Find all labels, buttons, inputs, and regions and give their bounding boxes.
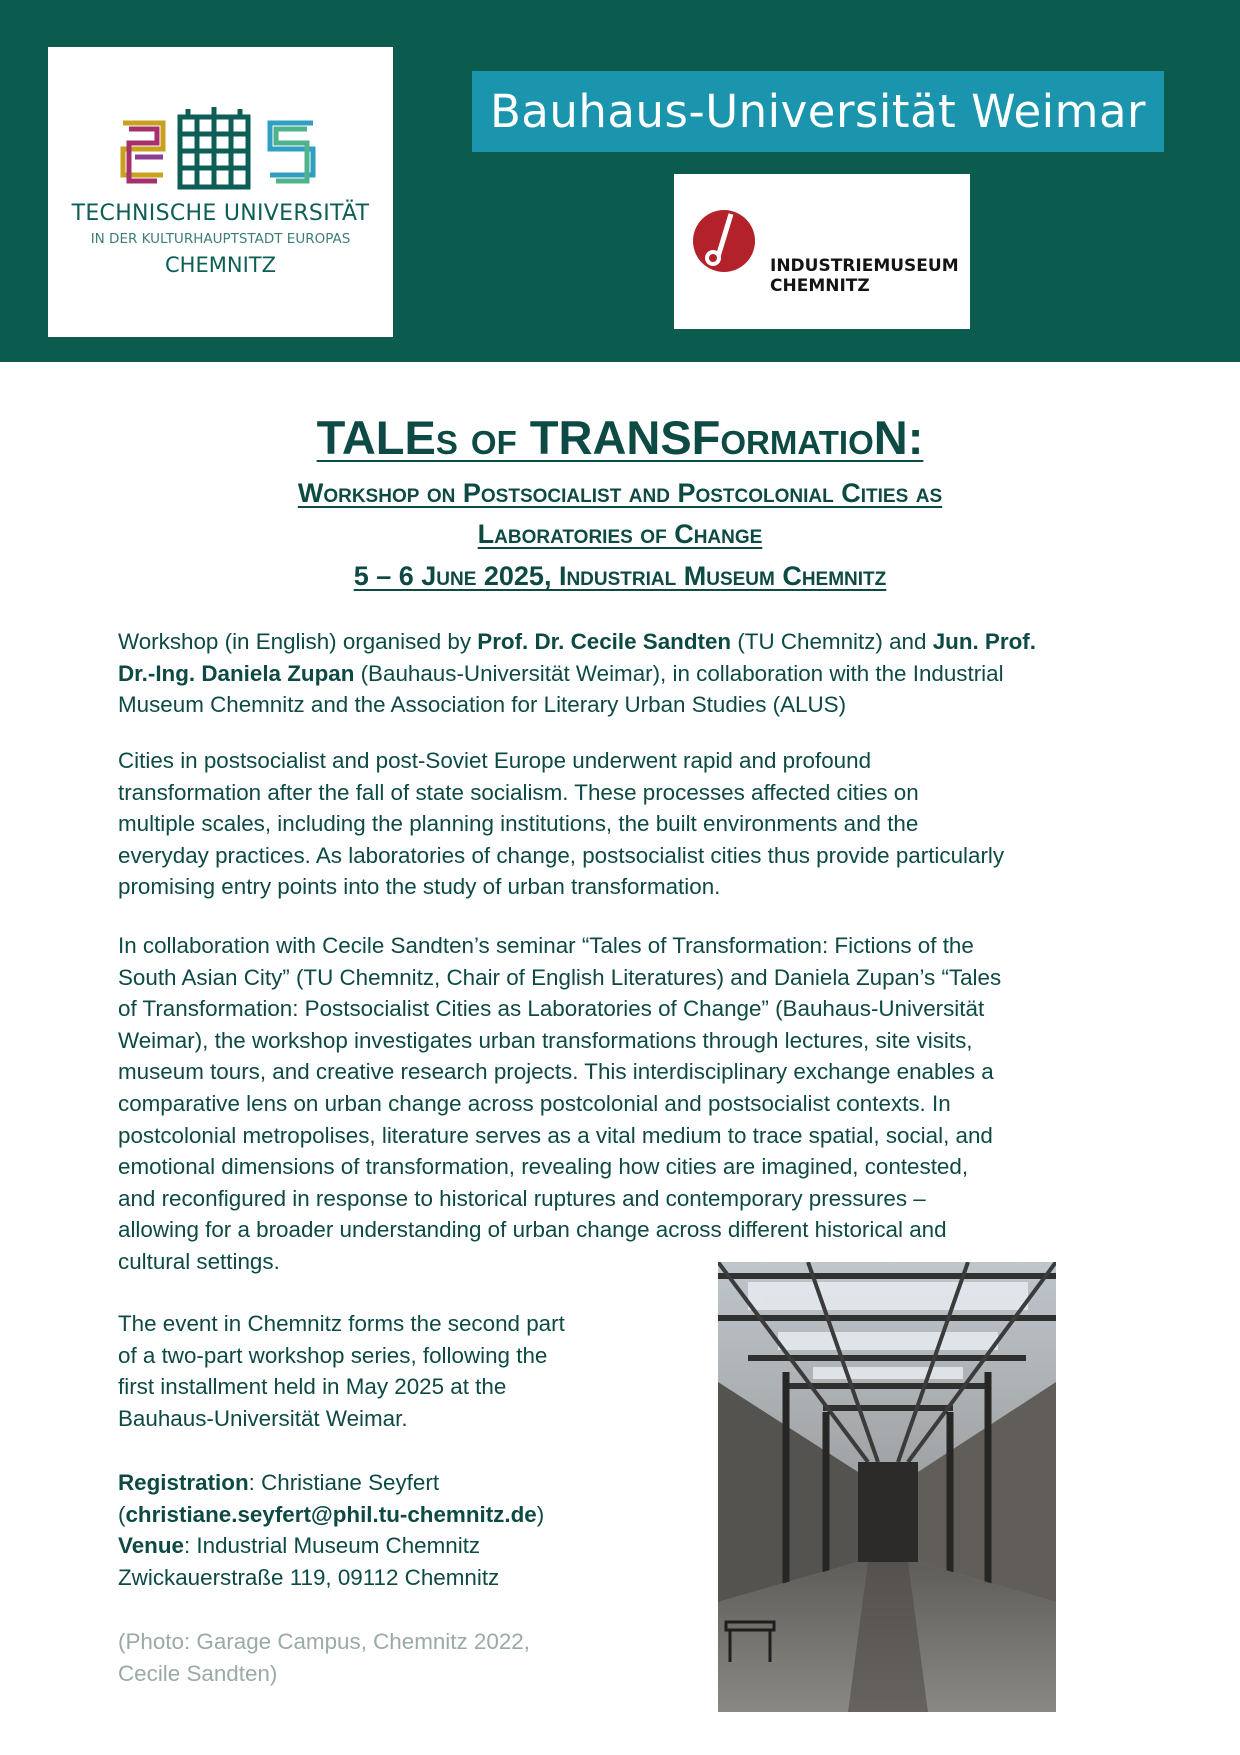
organiser-zupan: Dr.-Ing. Daniela Zupan (118, 660, 355, 686)
text-line: Weimar), the workshop investigates urban transformations through lectures, site visits, (118, 1027, 973, 1053)
museum-name-line1: INDUSTRIEMUSEUM (770, 256, 959, 276)
text-line: In collaboration with Cecile Sandten’s seminar “Tales of Transformation: Fictions of the (118, 933, 974, 958)
text-line: promising entry points into the study of urban transformation. (118, 874, 721, 900)
text-line: of a two-part workshop series, following the (118, 1342, 548, 1368)
paragraph-workshop-series (118, 1308, 678, 1434)
registration-email-link[interactable]: christiane.seyfert@phil.tu-chemnitz.de (125, 1501, 537, 1527)
paren: ( (118, 1501, 126, 1527)
organiser-zupan-title: Jun. Prof. (932, 629, 1036, 654)
paragraph-postsocialist-cities (118, 745, 1118, 903)
intro-line1 (118, 626, 1118, 658)
tu-name-line2: IN DER KULTURHAUPTSTADT EUROPAS (90, 231, 351, 247)
text-line: multiple scales, including the planning institutions, the built environments and the (118, 811, 919, 837)
industrial-hall-photo (718, 1262, 1056, 1712)
tu-name-line1: TECHNISCHE UNIVERSITÄT (71, 201, 370, 226)
date-location-line: 5 – 6 June 2025, Industrial Museum Chemnitz (353, 561, 887, 591)
registration-label: Registration (118, 1470, 249, 1495)
text-line: South Asian City” (TU Chemnitz, Chair of English Literatures) and Daniela Zupan’s “Tales (118, 964, 1002, 990)
venue-label: Venue (118, 1533, 184, 1559)
intro-text: Workshop (in English) organised by (118, 629, 478, 654)
text-line: emotional dimensions of transformation, revealing how cities are imagined, contested, (118, 1154, 969, 1180)
photo-credit (118, 1626, 678, 1689)
credit-line: Cecile Sandten) (118, 1660, 278, 1686)
text-line: The event in Chemnitz forms the second part (118, 1311, 565, 1336)
tu-chemnitz-logo (48, 47, 393, 337)
intro-line2 (118, 658, 1118, 690)
text-line: everyday practices. As laboratories of change, postsocialist cities thus provide particularly (118, 842, 1005, 868)
text-line: Cities in postsocialist and post-Soviet Europe underwent rapid and profound (118, 748, 872, 773)
subtitle-line1: Workshop on Postsocialist and Postcolonial Cities as (297, 478, 943, 508)
industriemuseum-logo (674, 174, 970, 329)
text-line: Bauhaus-Universität Weimar. (118, 1405, 408, 1431)
venue-name: : Industrial Museum Chemnitz (183, 1533, 481, 1559)
text-line: and reconfigured in response to historical ruptures and contemporary pressures – (118, 1185, 926, 1211)
intro-text: (TU Chemnitz) and (731, 629, 933, 654)
subtitle-line2: Laboratories of Change (477, 519, 763, 549)
intro-text: (Bauhaus-Universität Weimar), in collaboration with the Industrial (354, 660, 1004, 686)
museum-name-line2: CHEMNITZ (770, 276, 870, 296)
text-line: cultural settings. (118, 1248, 280, 1274)
registration-line (118, 1467, 678, 1499)
text-line: comparative lens on urban change across postcolonial and postsocialist contexts. In (118, 1090, 951, 1116)
intro-paragraph (118, 626, 1118, 721)
museum-name (770, 256, 959, 296)
paren: ) (536, 1501, 545, 1527)
text-line: museum tours, and creative research projects. This interdisciplinary exchange enables a (118, 1059, 994, 1085)
credit-line: (Photo: Garage Campus, Chemnitz 2022, (118, 1629, 530, 1654)
text-line: of Transformation: Postsocialist Cities as Laboratories of Change” (Bauhaus-Universität (118, 996, 985, 1022)
organiser-sandten: Prof. Dr. Cecile Sandten (477, 629, 732, 654)
museum-emblem-icon (691, 208, 761, 278)
venue-address: Zwickauerstraße 119, 09112 Chemnitz (118, 1564, 500, 1590)
bauhaus-university-banner: Bauhaus-Universität Weimar (472, 71, 1164, 152)
header-bar (0, 0, 1240, 362)
email-line (118, 1499, 678, 1531)
paragraph-collaboration (118, 930, 1118, 1278)
tu-2025-emblem-icon (118, 107, 323, 193)
intro-line3: Museum Chemnitz and the Association for Literary Urban Studies (ALUS) (118, 692, 847, 718)
page-title: TALEs of TRANSFormatioN: (316, 411, 924, 464)
text-line: transformation after the fall of state socialism. These processes affected cities on (118, 779, 919, 805)
text-line: first installment held in May 2025 at the (118, 1374, 507, 1400)
text-line: allowing for a broader understanding of urban change across different historical and (118, 1217, 947, 1243)
registration-contact: : Christiane Seyfert (248, 1470, 440, 1495)
registration-venue-block (118, 1467, 678, 1593)
venue-line (118, 1530, 678, 1562)
text-line: postcolonial metropolises, literature serves as a vital medium to trace spatial, social, and (118, 1122, 993, 1148)
tu-name-line3: CHEMNITZ (165, 253, 276, 277)
